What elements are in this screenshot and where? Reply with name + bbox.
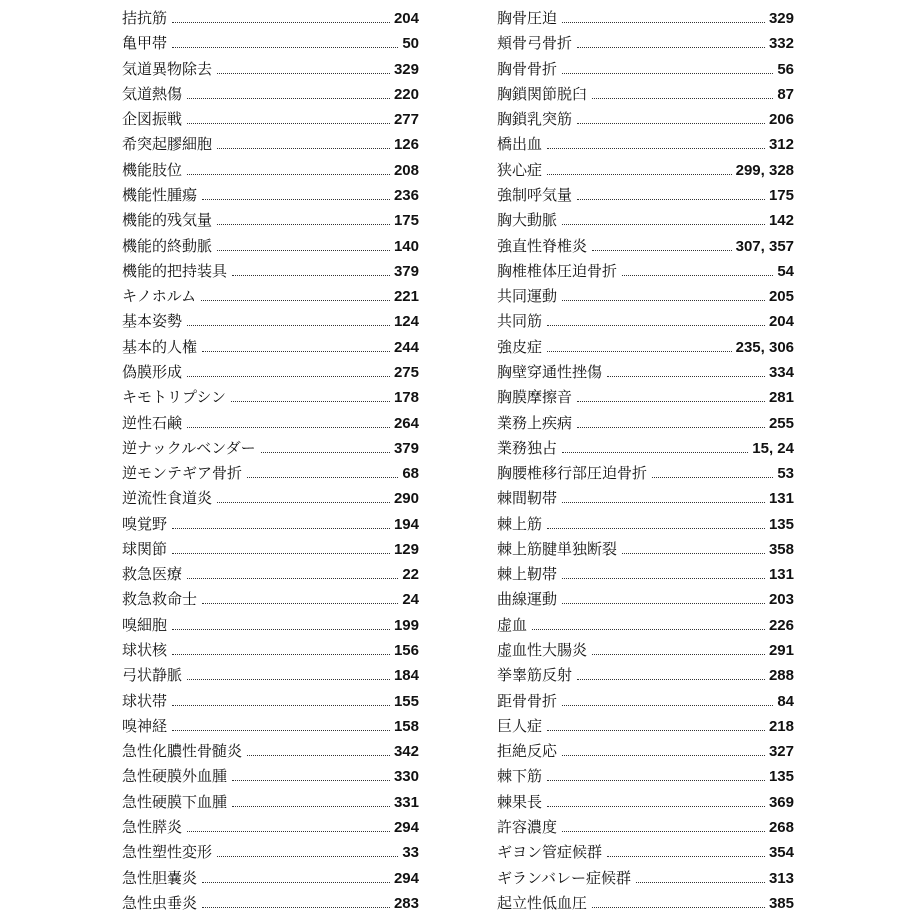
- index-term: 亀甲帯: [122, 34, 168, 53]
- page-number: 155: [393, 692, 419, 710]
- index-term: 急性塑性変形: [122, 843, 213, 862]
- page-number: 204: [768, 313, 794, 331]
- index-term: 急性虫垂炎: [122, 893, 198, 912]
- index-entry: [122, 689, 419, 714]
- page-number: 244: [393, 338, 419, 356]
- index-entry: [122, 815, 419, 840]
- index-entry: [122, 587, 419, 612]
- index-entry: [497, 866, 794, 891]
- index-term: 胸壁穿通性挫傷: [497, 362, 603, 381]
- page-number: 131: [768, 490, 794, 508]
- index-entry: [497, 461, 794, 486]
- index-term: 胸鎖乳突筋: [497, 110, 573, 129]
- index-entry: [497, 764, 794, 789]
- page-number: 126: [393, 136, 419, 154]
- index-entry: [497, 132, 794, 157]
- index-entry: [497, 739, 794, 764]
- page-number: 358: [768, 540, 794, 558]
- index-term: 胸鎖関節脱臼: [497, 84, 588, 103]
- index-entry: [122, 840, 419, 865]
- index-entry: [497, 208, 794, 233]
- index-term: 球状核: [122, 641, 168, 660]
- index-entry: [497, 512, 794, 537]
- dot-leader: [547, 351, 732, 352]
- page-number: 275: [393, 363, 419, 381]
- page-number: 327: [768, 743, 794, 761]
- page-number: 268: [768, 819, 794, 836]
- index-entry: [497, 259, 794, 284]
- dot-leader: [202, 351, 390, 352]
- index-term: 逆性石鹸: [122, 413, 183, 432]
- index-term: 弓状静脈: [122, 666, 183, 685]
- dot-leader: [562, 73, 773, 74]
- index-entry: [122, 385, 419, 410]
- dot-leader: [231, 401, 390, 402]
- index-term: キモトリプシン: [122, 388, 227, 407]
- dot-leader: [547, 730, 765, 731]
- dot-leader: [187, 831, 390, 832]
- index-entry: [497, 638, 794, 663]
- index-entry: [122, 183, 419, 208]
- dot-leader: [187, 123, 390, 124]
- index-entry: [122, 158, 419, 183]
- dot-leader: [562, 831, 765, 832]
- dot-leader: [547, 148, 765, 149]
- index-term: 逆流性食道炎: [122, 489, 213, 508]
- page-number: 22: [402, 566, 419, 584]
- page-number: 33: [402, 844, 419, 862]
- index-term: 業務独占: [497, 438, 558, 457]
- page-number: 199: [393, 616, 419, 634]
- page-number: 184: [393, 667, 419, 685]
- index-term: 気道熱傷: [122, 84, 183, 103]
- index-entry: [497, 360, 794, 385]
- index-term: 基本姿勢: [122, 312, 183, 331]
- index-term: 挙睾筋反射: [497, 666, 573, 685]
- dot-leader: [187, 376, 390, 377]
- index-term: 嗅神経: [122, 716, 168, 735]
- index-term: 偽膜形成: [122, 362, 183, 381]
- index-term: 胸膜摩擦音: [497, 388, 573, 407]
- page-number: 236: [393, 186, 419, 204]
- page-number: 385: [768, 894, 794, 912]
- dot-leader: [232, 806, 390, 807]
- index-term: 曲線運動: [497, 590, 558, 609]
- page-number: 255: [768, 414, 794, 432]
- index-entry: [497, 31, 794, 56]
- dot-leader: [247, 477, 398, 478]
- dot-leader: [562, 502, 765, 503]
- index-term: 強直性脊椎炎: [497, 236, 588, 255]
- dot-leader: [607, 856, 765, 857]
- dot-leader: [562, 224, 765, 225]
- dot-leader: [577, 427, 765, 428]
- index-entry: [497, 385, 794, 410]
- dot-leader: [187, 679, 390, 680]
- index-entry: [497, 587, 794, 612]
- index-entry: [122, 663, 419, 688]
- dot-leader: [622, 275, 773, 276]
- index-entry: [497, 562, 794, 587]
- dot-leader: [217, 224, 390, 225]
- dot-leader: [577, 199, 765, 200]
- page-number: 54: [777, 262, 794, 280]
- index-entry: [122, 891, 419, 916]
- dot-leader: [562, 452, 748, 453]
- dot-leader: [217, 502, 390, 503]
- index-entry: [122, 638, 419, 663]
- page-number: 129: [393, 540, 419, 558]
- index-term: 急性硬膜下血腫: [122, 792, 228, 811]
- page-number: 194: [393, 515, 419, 533]
- index-term: 橋出血: [497, 135, 543, 154]
- page-number: 307, 357: [735, 237, 794, 255]
- dot-leader: [547, 780, 765, 781]
- index-entry: [497, 613, 794, 638]
- page-number: 84: [777, 692, 794, 710]
- index-term: 起立性低血圧: [497, 893, 588, 912]
- page-number: 140: [393, 237, 419, 255]
- index-term: 胸椎椎体圧迫骨折: [497, 261, 618, 280]
- dot-leader: [202, 603, 398, 604]
- index-term: 急性硬膜外血腫: [122, 767, 228, 786]
- index-term: 球状帯: [122, 691, 168, 710]
- index-term: 強制呼気量: [497, 185, 573, 204]
- index-term: 棘下筋: [497, 767, 543, 786]
- index-term: 棘果長: [497, 792, 543, 811]
- index-term: 拒絶反応: [497, 742, 558, 761]
- index-term: 狭心症: [497, 160, 543, 179]
- index-term: 棘上筋: [497, 514, 543, 533]
- page-number: 203: [768, 591, 794, 609]
- index-term: 虚血: [497, 615, 528, 634]
- dot-leader: [187, 325, 390, 326]
- dot-leader: [592, 98, 773, 99]
- dot-leader: [592, 654, 765, 655]
- page-number: 135: [768, 515, 794, 533]
- index-term: ギヨン管症候群: [497, 843, 603, 862]
- index-term: 機能性腫瘍: [122, 185, 198, 204]
- index-term: 共同運動: [497, 287, 558, 306]
- dot-leader: [172, 654, 390, 655]
- index-entry: [497, 309, 794, 334]
- page-number: 312: [768, 136, 794, 154]
- page-number: 218: [768, 717, 794, 735]
- index-entry: [122, 436, 419, 461]
- index-term: 機能的把持装具: [122, 261, 228, 280]
- index-term: 機能肢位: [122, 160, 183, 179]
- index-entry: [122, 82, 419, 107]
- index-entry: [497, 6, 794, 31]
- index-term: 棘上靭帯: [497, 565, 558, 584]
- index-entry: [497, 815, 794, 840]
- dot-leader: [592, 907, 765, 908]
- index-entry: [122, 461, 419, 486]
- dot-leader: [532, 629, 765, 630]
- index-term: 救急医療: [122, 565, 183, 584]
- index-entry: [497, 107, 794, 132]
- dot-leader: [172, 47, 398, 48]
- page-number: 330: [393, 768, 419, 786]
- dot-leader: [217, 250, 390, 251]
- index-term: 胸骨骨折: [497, 59, 558, 78]
- page-number: 313: [768, 869, 794, 887]
- index-entry: [497, 183, 794, 208]
- index-entry: [497, 82, 794, 107]
- index-term: 嗅細胞: [122, 615, 168, 634]
- index-entry: [122, 562, 419, 587]
- index-entry: [122, 790, 419, 815]
- dot-leader: [187, 578, 398, 579]
- index-term: 気道異物除去: [122, 59, 213, 78]
- index-term: 拮抗筋: [122, 9, 168, 27]
- index-term: 巨人症: [497, 716, 543, 735]
- dot-leader: [247, 755, 390, 756]
- dot-leader: [547, 325, 765, 326]
- index-entry: [122, 613, 419, 638]
- page-number: 208: [393, 161, 419, 179]
- index-entry: [497, 57, 794, 82]
- page-number: 131: [768, 566, 794, 584]
- dot-leader: [202, 907, 390, 908]
- page-number: 294: [393, 869, 419, 887]
- page-number: 24: [402, 591, 419, 609]
- page-number: 142: [768, 212, 794, 230]
- page-number: 291: [768, 642, 794, 660]
- page-number: 294: [393, 819, 419, 836]
- index-column-right: [497, 6, 794, 916]
- index-term: 救急救命士: [122, 590, 198, 609]
- index-entry: [497, 234, 794, 259]
- index-entry: [497, 284, 794, 309]
- index-term: 距骨骨折: [497, 691, 558, 710]
- page-number: 281: [768, 389, 794, 407]
- dot-leader: [172, 629, 390, 630]
- index-entry: [122, 208, 419, 233]
- dot-leader: [547, 174, 732, 175]
- index-term: ギランバレー症候群: [497, 868, 631, 887]
- page-number: 53: [777, 465, 794, 483]
- index-entry: [497, 840, 794, 865]
- index-entry: [122, 132, 419, 157]
- index-entry: [497, 714, 794, 739]
- index-entry: [122, 739, 419, 764]
- page-number: 221: [393, 288, 419, 306]
- dot-leader: [201, 300, 390, 301]
- index-term: 急性膵炎: [122, 818, 183, 836]
- dot-leader: [187, 427, 390, 428]
- index-entry: [122, 234, 419, 259]
- dot-leader: [622, 553, 765, 554]
- page-number: 156: [393, 642, 419, 660]
- page-number: 288: [768, 667, 794, 685]
- index-term: 胸大動脈: [497, 211, 558, 230]
- index-term: 虚血性大腸炎: [497, 641, 588, 660]
- dot-leader: [562, 22, 765, 23]
- page-number: 235, 306: [735, 338, 794, 356]
- page-number: 56: [777, 60, 794, 78]
- dot-leader: [217, 148, 390, 149]
- index-term: 胸骨圧迫: [497, 9, 558, 27]
- page-number: 329: [768, 10, 794, 27]
- index-entry: [122, 512, 419, 537]
- index-term: 基本的人権: [122, 337, 198, 356]
- dot-leader: [217, 856, 398, 857]
- dot-leader: [562, 705, 773, 706]
- index-entry: [497, 891, 794, 916]
- index-term: 機能的残気量: [122, 211, 213, 230]
- dot-leader: [202, 882, 390, 883]
- index-entry: [122, 309, 419, 334]
- index-entry: [122, 486, 419, 511]
- dot-leader: [577, 123, 765, 124]
- page-number: 220: [393, 85, 419, 103]
- page-number: 334: [768, 363, 794, 381]
- dot-leader: [562, 578, 765, 579]
- page-number: 175: [393, 212, 419, 230]
- index-term: 機能的終動脈: [122, 236, 213, 255]
- index-entry: [497, 689, 794, 714]
- page-number: 178: [393, 389, 419, 407]
- dot-leader: [172, 553, 390, 554]
- index-term: 共同筋: [497, 312, 543, 331]
- dot-leader: [577, 679, 765, 680]
- index-entry: [122, 764, 419, 789]
- page-number: 15, 24: [752, 439, 794, 457]
- page-number: 354: [768, 844, 794, 862]
- index-entry: [497, 537, 794, 562]
- dot-leader: [607, 376, 765, 377]
- dot-leader: [652, 477, 773, 478]
- page-number: 158: [393, 717, 419, 735]
- dot-leader: [562, 603, 765, 604]
- page-number: 175: [768, 186, 794, 204]
- page-number: 329: [393, 60, 419, 78]
- index-entry: [497, 790, 794, 815]
- index-entry: [122, 284, 419, 309]
- page-number: 277: [393, 111, 419, 129]
- dot-leader: [562, 300, 765, 301]
- page-number: 379: [393, 262, 419, 280]
- index-entry: [497, 486, 794, 511]
- index-entry: [497, 411, 794, 436]
- index-term: 棘上筋腱単独断裂: [497, 539, 618, 558]
- index-entry: [497, 158, 794, 183]
- index-term: 嗅覚野: [122, 514, 168, 533]
- dot-leader: [187, 174, 390, 175]
- index-term: キノホルム: [122, 287, 197, 306]
- dot-leader: [187, 98, 390, 99]
- dot-leader: [592, 250, 732, 251]
- dot-leader: [172, 528, 390, 529]
- page-number: 87: [777, 85, 794, 103]
- dot-leader: [202, 199, 390, 200]
- dot-leader: [636, 882, 765, 883]
- dot-leader: [172, 730, 390, 731]
- index-entry: [122, 714, 419, 739]
- dot-leader: [172, 22, 390, 23]
- page-number: 331: [393, 793, 419, 811]
- dot-leader: [577, 47, 765, 48]
- dot-leader: [577, 401, 765, 402]
- page-number: 50: [402, 35, 419, 53]
- dot-leader: [232, 275, 390, 276]
- page-number: 205: [768, 288, 794, 306]
- index-term: 棘間靭帯: [497, 489, 558, 508]
- page-number: 204: [393, 10, 419, 27]
- index-term: 企図振戦: [122, 110, 183, 129]
- page-number: 124: [393, 313, 419, 331]
- dot-leader: [217, 73, 390, 74]
- index-term: 希突起膠細胞: [122, 135, 213, 154]
- index-entry: [122, 537, 419, 562]
- page-number: 264: [393, 414, 419, 432]
- page-number: 342: [393, 743, 419, 761]
- index-term: 強皮症: [497, 337, 543, 356]
- index-entry: [122, 866, 419, 891]
- page-number: 332: [768, 35, 794, 53]
- index-entry: [122, 411, 419, 436]
- index-entry: [122, 31, 419, 56]
- page-number: 135: [768, 768, 794, 786]
- page-number: 226: [768, 616, 794, 634]
- page-number: 283: [393, 894, 419, 912]
- page-number: 299, 328: [735, 161, 794, 179]
- index-entry: [122, 360, 419, 385]
- index-entry: [122, 6, 419, 31]
- index-term: 許容濃度: [497, 818, 558, 836]
- dot-leader: [172, 705, 390, 706]
- page-number: 379: [393, 439, 419, 457]
- index-term: 逆ナックルベンダー: [122, 438, 256, 457]
- dot-leader: [547, 806, 765, 807]
- index-term: 急性胆嚢炎: [122, 868, 198, 887]
- index-entry: [122, 335, 419, 360]
- dot-leader: [562, 755, 765, 756]
- index-term: 急性化膿性骨髄炎: [122, 742, 243, 761]
- page-number: 206: [768, 111, 794, 129]
- dot-leader: [261, 452, 390, 453]
- index-term: 業務上疾病: [497, 413, 573, 432]
- index-term: 球関節: [122, 539, 168, 558]
- index-entry: [497, 335, 794, 360]
- index-term: 胸腰椎移行部圧迫骨折: [497, 464, 648, 483]
- dot-leader: [547, 528, 765, 529]
- dot-leader: [232, 780, 390, 781]
- index-term: 逆モンテギア骨折: [122, 464, 243, 483]
- page-number: 369: [768, 793, 794, 811]
- index-entry: [497, 436, 794, 461]
- index-entry: [497, 663, 794, 688]
- index-entry: [122, 57, 419, 82]
- page-number: 290: [393, 490, 419, 508]
- index-column-left: [122, 6, 419, 916]
- index-term: 頬骨弓骨折: [497, 34, 573, 53]
- index-entry: [122, 107, 419, 132]
- index-entry: [122, 259, 419, 284]
- page-number: 68: [402, 465, 419, 483]
